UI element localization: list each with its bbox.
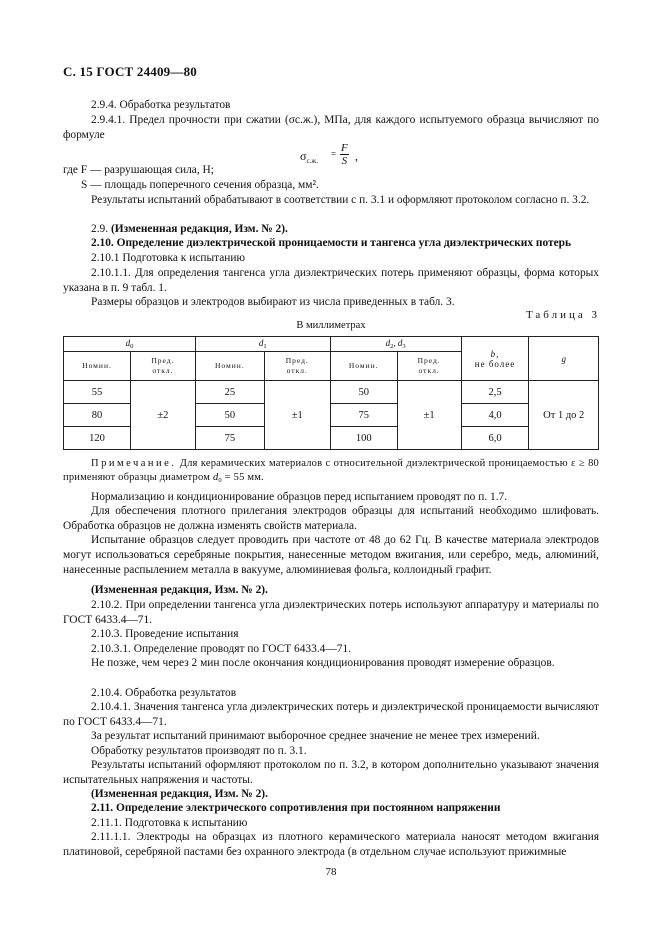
- paragraph-2-9-4-1: 2.9.4.1. Предел прочности при сжатии (σс.ж.), МПа, для каждого испытуемого образца вычисляют по формуле: [63, 114, 599, 141]
- paragraph-average: За результат испытаний принимают выборочное среднее значение не менее трех измерений.: [91, 730, 540, 742]
- header-b: b, не более: [461, 337, 529, 381]
- cell-d23: 100: [330, 427, 397, 450]
- cell-d0: 120: [64, 427, 131, 450]
- paragraph-2-10-3-1: 2.10.3.1. Определение проводят по ГОСТ 6433.4—71.: [91, 643, 351, 655]
- cell-d23: 75: [330, 404, 397, 427]
- section-2-9-4: 2.9.4. Обработка результатов: [91, 99, 231, 111]
- revision-note-2: (Измененная редакция, Изм. № 2).: [91, 584, 268, 596]
- page-header: С. 15 ГОСТ 24409—80: [63, 64, 197, 79]
- note-label: Примечание.: [91, 458, 177, 469]
- cell-tol-d1: ±1: [264, 381, 330, 450]
- paragraph-2-9-revision: [63, 222, 599, 237]
- revision-note-3: (Измененная редакция, Изм. № 2).: [91, 788, 268, 800]
- nomin-d23: Номин.: [330, 352, 397, 381]
- formula-sigma: σ: [300, 149, 307, 163]
- tol-head-d23: Пред. откл.: [397, 352, 461, 381]
- nomin-d1: Номин.: [195, 352, 264, 381]
- paragraph-results: Результаты испытаний обрабатывают в соответствии с п. 3.1 и оформляют протоколом согласно п. 3.2.: [91, 194, 590, 206]
- cell-d1: 75: [195, 427, 264, 450]
- formula-denominator: S: [341, 155, 348, 167]
- tol-head-d1: Пред. откл.: [264, 352, 330, 381]
- formula-subscript: с.ж.: [306, 157, 318, 165]
- legend-s: S — площадь поперечного сечения образца, мм².: [81, 179, 319, 191]
- cell-d1: 50: [195, 404, 264, 427]
- formula-comma: ,: [355, 149, 358, 163]
- cell-b: 4,0: [461, 404, 529, 427]
- paragraph-processing: Обработку результатов производят по п. 3.1.: [91, 745, 307, 757]
- para-number: 2.9.: [91, 223, 109, 235]
- paragraph-table-ref: Размеры образцов и электродов выбирают из числа приведенных в табл. 3.: [91, 296, 455, 308]
- cell-d23: 50: [330, 381, 397, 404]
- paragraph-2-10-2: 2.10.2. При определении тангенса угла диэлектрических потерь используют аппаратуру и материалы по ГОСТ 6433.4—71.: [63, 599, 599, 626]
- formula-numerator: F: [341, 142, 348, 154]
- section-2-11-title: 2.11. Определение электрического сопротивления при постоянном напряжении: [91, 802, 501, 814]
- section-2-10-3: 2.10.3. Проведение испытания: [91, 628, 239, 640]
- cell-d0: 80: [64, 404, 131, 427]
- cell-tol-d0: ±2: [131, 381, 196, 450]
- paragraph-2-11-1-1: 2.11.1.1. Электроды на образцах из плотного керамического материала наносят методом вжигания платиновой, серебряной пастами без охранного электрода (в отдельном случае используют прижимные: [63, 831, 599, 858]
- header-d1: $d_1$: [195, 337, 330, 352]
- paragraph-measurement: Не позже, чем через 2 мин после окончания кондиционирования проводят измерение образцов.: [91, 657, 555, 669]
- page-number: 78: [325, 866, 337, 878]
- revision-note: (Измененная редакция, Изм. № 2).: [110, 223, 288, 235]
- section-2-10-title: 2.10. Определение диэлектрической проницаемости и тангенса угла диэлектрических потерь: [91, 237, 572, 249]
- paragraph-protocol: Результаты испытаний оформляют протоколом по п. 3.2, в котором дополнительно указывают значения испытательных напряжения и частоты.: [63, 759, 599, 786]
- section-2-10-4: 2.10.4. Обработка результатов: [91, 687, 237, 699]
- paragraph-electrodes: Испытание образцов следует проводить при частоте от 48 до 62 Гц. В качестве материала электродов могут использоваться серебряные покрытия, нанесенные методом вжигания, или серебро, медь, алюминий, нанесенные распылением металла в вакууме, алюминиевая фольга, коллоидный графит.: [63, 534, 599, 576]
- table-caption: Таблица 3: [525, 309, 600, 321]
- note-text: Для керамических материалов с относительной диэлектрической проницаемостью ε ≥ 80 применяют образцы диаметром: [63, 458, 600, 483]
- cell-g: От 1 до 2: [529, 381, 599, 450]
- paragraph-normalization: Нормализацию и кондиционирование образцов перед испытанием проводят по п. 1.7.: [91, 491, 508, 503]
- paragraph-grinding: Для обеспечения плотного прилегания электродов образцы для испытаний необходимо шлифовать. Обработка образцов не должна изменять свойств материала.: [63, 505, 599, 532]
- section-2-11-1: 2.11.1. Подготовка к испытанию: [91, 817, 248, 829]
- tol-head-d0: Пред. откл.: [131, 352, 196, 381]
- legend-f: где F — разрушающая сила, Н;: [63, 164, 214, 176]
- table-note: Примечание. Для керамических материалов с относительной диэлектрической проницаемостью ε ≥ 80 применяют образцы диаметром d0 = 55 мм.: [63, 458, 600, 484]
- header-d0: $d_0$: [64, 337, 196, 352]
- cell-tol-d23: ±1: [397, 381, 461, 450]
- cell-d0: 55: [64, 381, 131, 404]
- formula-equals: =: [331, 149, 337, 159]
- nomin-d0: Номин.: [64, 352, 131, 381]
- paragraph-2-10-4-1: 2.10.4.1. Значения тангенса угла диэлектрических потерь и диэлектрической проницаемости вычисляют по ГОСТ 6433.4—71.: [63, 701, 599, 728]
- table-row: [64, 381, 599, 404]
- table-unit: В миллиметрах: [296, 320, 366, 331]
- cell-d1: 25: [195, 381, 264, 404]
- paragraph-2-10-1-1: 2.10.1.1. Для определения тангенса угла диэлектрических потерь применяют образцы, форма которых указана в п. 9 табл. 1.: [63, 267, 599, 294]
- section-2-10-1: 2.10.1 Подготовка к испытанию: [91, 252, 245, 264]
- cell-b: 2,5: [461, 381, 529, 404]
- header-g: g: [529, 337, 599, 381]
- table-3: [63, 336, 599, 450]
- cell-b: 6,0: [461, 427, 529, 450]
- table-header-row: [64, 337, 599, 352]
- header-d2-d3: $d_2$, $d_3$: [330, 337, 461, 352]
